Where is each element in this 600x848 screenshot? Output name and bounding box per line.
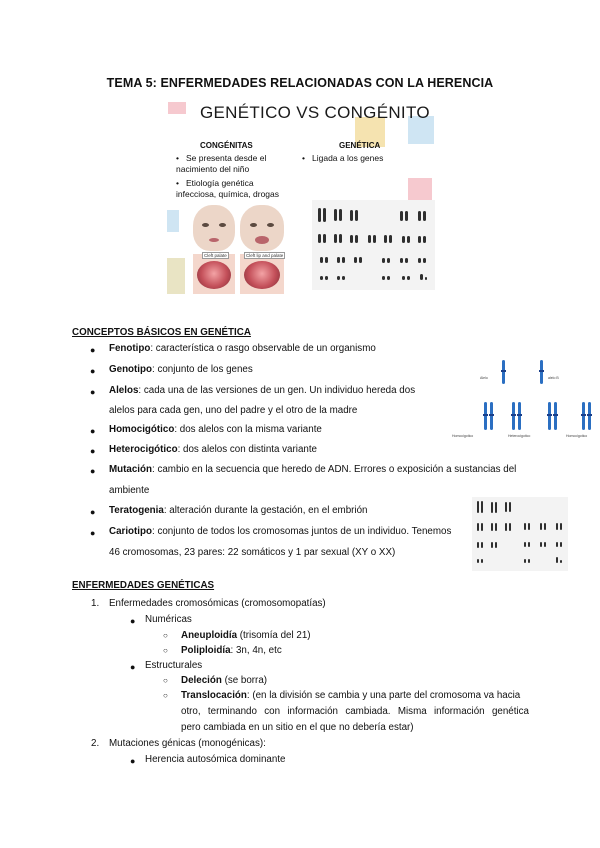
congenitas-item-1: • Se presenta desde el nacimiento del niño — [176, 153, 267, 174]
concept-heterocigotico: Heterocigótico: dos alelos con distinta variante — [109, 444, 318, 455]
concept-teratogenia: Teratogenia: alteración durante la gestación, en el embrión — [109, 505, 368, 516]
congenitas-heading: CONGÉNITAS — [200, 141, 253, 150]
enf-translocacion-line3: pero cambiada en un sitio en el que no debería estar) — [181, 722, 414, 733]
slide-title: GENÉTICO VS CONGÉNITO — [200, 103, 430, 122]
enf-translocacion: Translocación: (en la división se cambia y una parte del cromosoma va hacia — [181, 690, 521, 701]
concept-fenotipo: Fenotipo: característica o rasgo observable de un organismo — [109, 343, 376, 354]
concept-mutacion: Mutación: cambio en la secuencia que heredo de ADN. Errores o exposición a sustancias del — [109, 464, 517, 475]
enf-poliploidia: Poliploidía: 3n, 4n, etc — [181, 645, 282, 656]
bullet: ● — [90, 366, 96, 376]
karyotype-image — [312, 200, 435, 290]
bullet: ● — [130, 662, 136, 672]
section-enfermedades-heading: ENFERMEDADES GENÉTICAS — [72, 580, 215, 591]
bullet: ● — [90, 507, 96, 517]
list-number: 2. — [91, 738, 100, 749]
concept-cariotipo: Cariotipo: conjunto de todos los cromosomas juntos de un individuo. Tenemos — [109, 526, 452, 537]
enf-estructurales: Estructurales — [145, 660, 203, 671]
bullet: ● — [90, 345, 96, 355]
enf-delecion: Deleción (se borra) — [181, 675, 268, 686]
label-heterozygous: Heterocigotico — [508, 434, 531, 438]
baby-face-photo — [193, 205, 235, 251]
bullet-circle: ○ — [163, 676, 168, 685]
caption-cleft-lip-palate: Cleft lip and palate — [246, 253, 284, 258]
caption-cleft-palate: Cleft palate — [204, 253, 227, 258]
list-number: 1. — [91, 598, 100, 609]
bullet-circle: ○ — [163, 691, 168, 700]
concept-genotipo: Genotipo: conjunto de los genes — [109, 364, 253, 375]
label-homozygous-left: Homocigotico — [452, 434, 474, 438]
bullet: ● — [90, 446, 96, 456]
enf-mutaciones: Mutaciones génicas (monogénicas): — [109, 738, 266, 749]
genetica-item-1: • Ligada a los genes — [302, 153, 384, 163]
bullet: ● — [90, 426, 96, 436]
baby-cleft-lip-photo — [240, 205, 284, 251]
label-allele-right: alelo B — [548, 376, 559, 380]
bullet: ● — [90, 387, 96, 397]
label-homozygous-right: Homocigotico — [566, 434, 588, 438]
concept-mutacion-cont: ambiente — [109, 485, 150, 496]
bullet: ● — [90, 528, 96, 538]
enf-aneuploidia: Aneuploidía (trisomía del 21) — [181, 630, 311, 641]
enf-numericas: Numéricas — [145, 614, 192, 625]
concept-cariotipo-cont: 46 cromosomas, 23 pares: 22 somáticos y 1 par sexual (XY o XX) — [109, 547, 396, 558]
page-title: TEMA 5: ENFERMEDADES RELACIONADAS CON LA HERENCIA — [106, 76, 494, 90]
enf-cromosomicas: Enfermedades cromosómicas (cromosomopatías) — [109, 598, 326, 609]
enf-herencia: Herencia autosómica dominante — [145, 754, 286, 765]
karyotype-small-image — [472, 497, 568, 571]
allele-diagram — [452, 352, 600, 444]
concept-alelos: Alelos: cada una de las versiones de un gen. Un individuo hereda dos — [109, 385, 416, 396]
congenitas-item-2: • Etiología genética infecciosa, química, drogas — [176, 178, 279, 199]
bullet-circle: ○ — [163, 646, 168, 655]
cleft-palate-photo — [193, 254, 235, 294]
enf-translocacion-line2: otro, terminando con información cambiada. Misma información genética — [181, 706, 529, 717]
genetica-heading: GENÉTICA — [339, 141, 381, 150]
bullet: ● — [90, 466, 96, 476]
concept-alelos-cont: alelos para cada gen, uno del padre y el otro de la madre — [109, 405, 358, 416]
concept-homocigotico: Homocigótico: dos alelos con la misma variante — [109, 424, 322, 435]
cleft-lip-palate-photo — [240, 254, 284, 294]
label-allele-left: Alelo — [480, 376, 488, 380]
bullet: ● — [130, 616, 136, 626]
section-conceptos-heading: CONCEPTOS BÁSICOS EN GENÉTICA — [72, 327, 251, 338]
bullet-circle: ○ — [163, 631, 168, 640]
bullet: ● — [130, 756, 136, 766]
